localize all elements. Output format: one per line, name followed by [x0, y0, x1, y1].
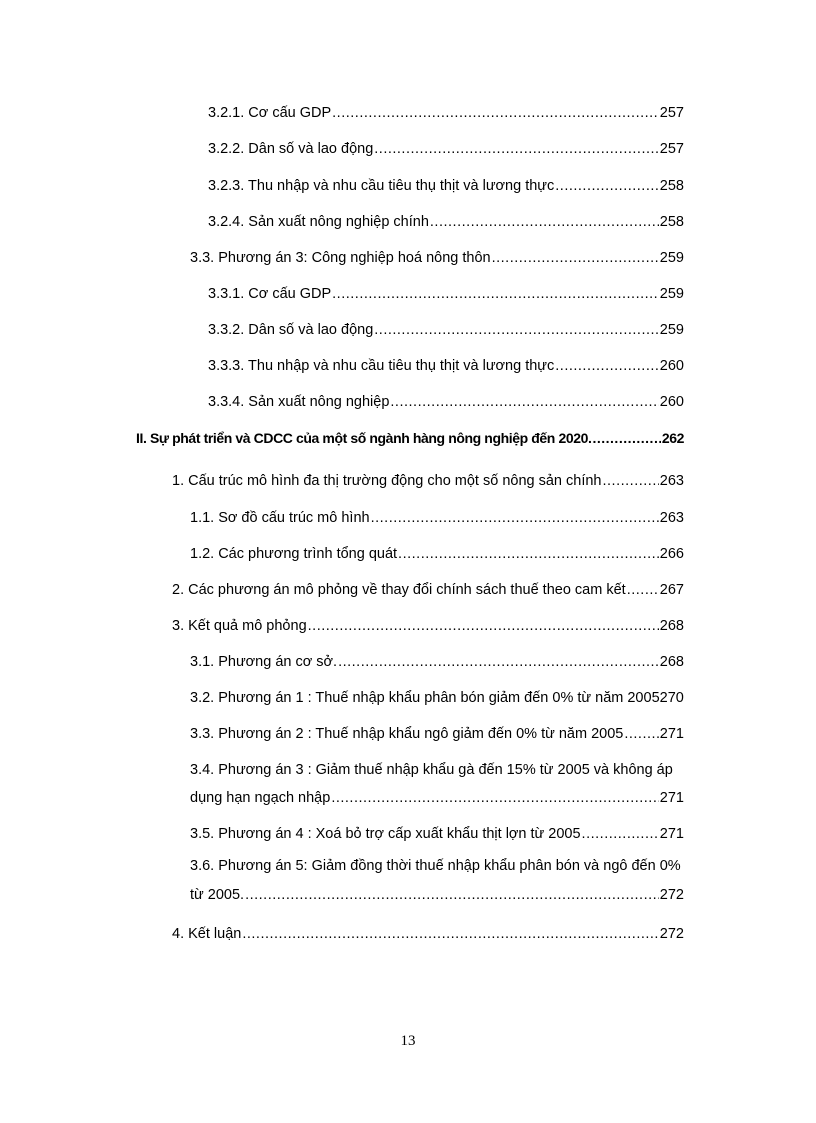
toc-entry[interactable]	[208, 321, 684, 339]
toc-entry[interactable]	[208, 213, 684, 231]
toc-entry-page: 271	[659, 790, 684, 806]
dot-leader	[582, 825, 659, 843]
toc-entry-page: 258	[659, 214, 684, 230]
dot-leader	[603, 472, 659, 490]
toc-entry-page: 257	[659, 105, 684, 121]
dot-leader	[492, 249, 659, 267]
toc-entry-title: 2. Các phương án mô phỏng về thay đổi chính sách thuế theo cam kết	[172, 582, 626, 598]
toc-entry-title: 1. Cấu trúc mô hình đa thị trường động cho một số nông sản chính	[172, 473, 602, 489]
toc-entry-title: 3.3.4. Sản xuất nông nghiệp	[208, 394, 390, 410]
dot-leader	[308, 617, 659, 635]
toc-entry-title-cont: dụng hạn ngạch nhập	[190, 790, 331, 806]
dot-leader	[555, 177, 659, 195]
page-number: 13	[400, 1033, 416, 1049]
toc-entry-title: 3.2.4. Sản xuất nông nghiệp chính	[208, 214, 429, 230]
toc-entry-title: 3.3.3. Thu nhập và nhu cầu tiêu thụ thịt và lương thực	[208, 358, 555, 374]
toc-entry-page: 258	[659, 178, 684, 194]
toc-entry-page: 260	[659, 358, 684, 374]
toc-entry-page: 259	[659, 286, 684, 302]
toc-entry-chapter[interactable]	[136, 429, 684, 447]
dot-leader	[555, 357, 659, 375]
dot-leader	[374, 321, 659, 339]
toc-entry-page: 272	[659, 887, 684, 903]
toc-entry[interactable]	[172, 472, 684, 490]
toc-entry[interactable]	[208, 104, 684, 122]
toc-entry[interactable]	[190, 789, 684, 807]
toc-entry-page: 257	[659, 141, 684, 157]
toc-entry[interactable]	[172, 581, 684, 599]
toc-entry-title: 3.6. Phương án 5: Giảm đồng thời thuế nhập khẩu phân bón và ngô đến 0%	[190, 858, 681, 874]
toc-entry-page: 263	[659, 510, 684, 526]
toc-entry-title: 3.3. Phương án 2 : Thuế nhập khẩu ngô giảm đến 0% từ năm 2005	[190, 726, 624, 742]
dot-leader	[430, 213, 659, 231]
dot-leader	[398, 545, 659, 563]
toc-entry-title: 3.2.1. Cơ cấu GDP	[208, 105, 332, 121]
dot-leader	[374, 140, 659, 158]
toc-entry-title: 4. Kết luận	[172, 926, 242, 942]
toc-entry[interactable]	[190, 249, 684, 267]
toc-entry-title-cont: từ 2005.	[190, 887, 245, 903]
toc-entry-title: II. Sự phát triển và CDCC của một số ngành hàng nông nghiệp đến 2020.	[136, 430, 592, 446]
toc-entry-page: 270	[659, 690, 684, 706]
toc-entry-page: 263	[659, 473, 684, 489]
toc-entry[interactable]	[208, 285, 684, 303]
toc-entry[interactable]	[172, 925, 684, 943]
toc-entry-page: 262	[661, 430, 684, 446]
toc-entry-title: 3.3.2. Dân số và lao động	[208, 322, 374, 338]
toc-entry[interactable]	[208, 140, 684, 158]
toc-entry-line1[interactable]	[190, 761, 684, 779]
dot-leader	[592, 429, 660, 447]
toc-entry-page: 259	[659, 322, 684, 338]
dot-leader	[338, 653, 659, 671]
toc-entry[interactable]	[172, 617, 684, 635]
toc-entry-title: 3.4. Phương án 3 : Giảm thuế nhập khẩu gà đến 15% từ 2005 và không áp	[190, 762, 673, 778]
dot-leader	[624, 725, 658, 743]
toc-entry[interactable]	[190, 886, 684, 904]
toc-entry-line1[interactable]	[190, 857, 684, 875]
toc-entry-title: 3.5. Phương án 4 : Xoá bỏ trợ cấp xuất khẩu thịt lợn từ 2005	[190, 826, 581, 842]
toc-entry[interactable]	[190, 725, 684, 743]
toc-entry[interactable]	[190, 653, 684, 671]
toc-entry[interactable]	[190, 509, 684, 527]
toc-entry-page: 267	[659, 582, 684, 598]
toc-entry-title: 3.3.1. Cơ cấu GDP	[208, 286, 332, 302]
toc-entry[interactable]	[190, 545, 684, 563]
toc-entry-title: 1.2. Các phương trình tổng quát	[190, 546, 398, 562]
toc-entry-page: 268	[659, 618, 684, 634]
toc-entry[interactable]	[190, 825, 684, 843]
toc-entry-page: 271	[659, 826, 684, 842]
dot-leader	[390, 393, 658, 411]
toc-entry-title: 3.2. Phương án 1 : Thuế nhập khẩu phân bón giảm đến 0% từ năm 2005	[190, 690, 660, 706]
toc-entry-title: 3.2.2. Dân số và lao động	[208, 141, 374, 157]
dot-leader	[331, 789, 658, 807]
toc-entry-title: 1.1. Sơ đồ cấu trúc mô hình	[190, 510, 370, 526]
dot-leader	[371, 509, 659, 527]
toc-entry-page: 259	[659, 250, 684, 266]
dot-leader	[627, 581, 659, 599]
toc-entry[interactable]	[208, 393, 684, 411]
toc-entry-page: 266	[659, 546, 684, 562]
dot-leader	[332, 285, 659, 303]
toc-entry[interactable]	[190, 689, 684, 707]
toc-entry-page: 260	[659, 394, 684, 410]
toc-entry-page: 271	[659, 726, 684, 742]
dot-leader	[332, 104, 659, 122]
toc-entry[interactable]	[208, 357, 684, 375]
dot-leader	[245, 886, 659, 904]
toc-entry-page: 272	[659, 926, 684, 942]
toc-entry-page: 268	[659, 654, 684, 670]
dot-leader	[242, 925, 658, 943]
toc-entry-title: 3.2.3. Thu nhập và nhu cầu tiêu thụ thịt và lương thực	[208, 178, 555, 194]
toc-entry-title: 3.1. Phương án cơ sở.	[190, 654, 338, 670]
toc-entry[interactable]	[208, 177, 684, 195]
toc-entry-title: 3.3. Phương án 3: Công nghiệp hoá nông thôn	[190, 250, 491, 266]
toc-entry-title: 3. Kết quả mô phỏng	[172, 618, 307, 634]
